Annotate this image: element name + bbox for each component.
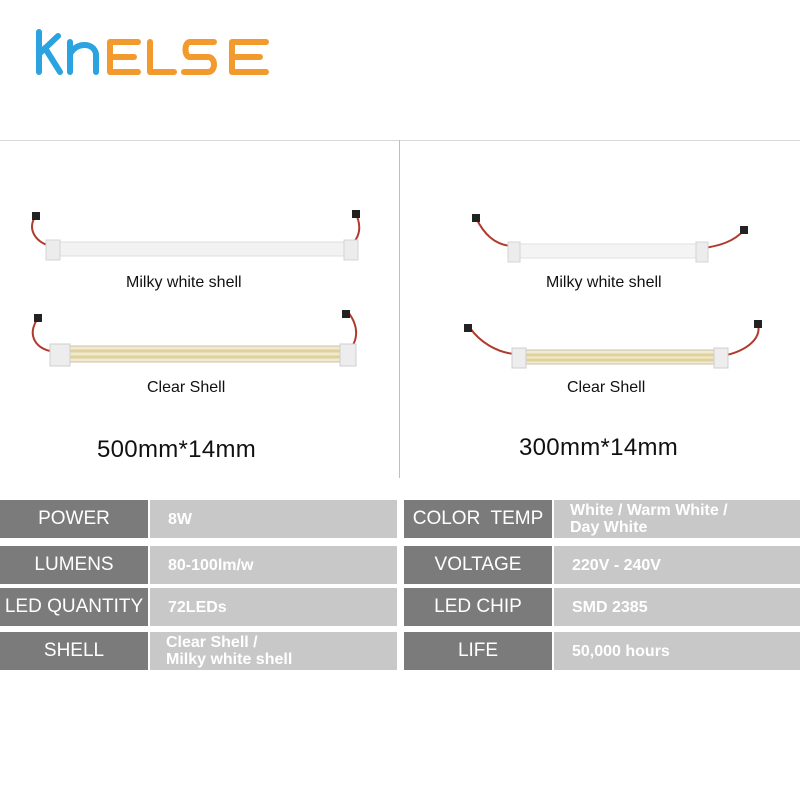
spec-label-voltage: VOLTAGE [404,546,552,584]
spec-value-lumens: 80-100lm/w [150,546,397,584]
spec-label-lumens: LUMENS [0,546,148,584]
shell-line2: Milky white shell [166,651,293,668]
milky-shell-caption-left: Milky white shell [126,274,242,291]
spec-value-voltage: 220V - 240V [554,546,800,584]
milky-shell-caption-right: Milky white shell [546,274,662,291]
spec-label-led-quantity: LED QUANTITY [0,588,148,626]
panel-divider [399,140,400,478]
spec-value-led-quantity: 72LEDs [150,588,397,626]
size-label-500mm: 500mm*14mm [97,436,257,463]
spec-label-life: LIFE [404,632,552,670]
spec-label-shell: SHELL [0,632,148,670]
spec-label-power: POWER [0,500,148,538]
spec-value-color-temp [554,500,800,538]
spec-value-shell [150,632,397,670]
color-temp-line1: White / Warm White / [570,502,728,519]
clear-shell-caption-right: Clear Shell [567,379,646,396]
brand-logo [34,28,279,76]
shell-line1: Clear Shell / [166,634,258,651]
clear-shell-caption-left: Clear Shell [147,379,226,396]
spec-value-power: 8W [150,500,397,538]
spec-label-color-temp: COLOR TEMP [404,500,552,538]
size-label-300mm: 300mm*14mm [519,434,679,461]
spec-value-life: 50,000 hours [554,632,800,670]
color-temp-line2: Day White [570,519,648,536]
spec-label-led-chip: LED CHIP [404,588,552,626]
milky-led-bar-500mm [26,208,366,272]
milky-led-bar-300mm [466,208,756,272]
spec-value-led-chip: SMD 2385 [554,588,800,626]
clear-led-bar-500mm [26,310,366,382]
clear-led-bar-300mm [462,318,772,382]
